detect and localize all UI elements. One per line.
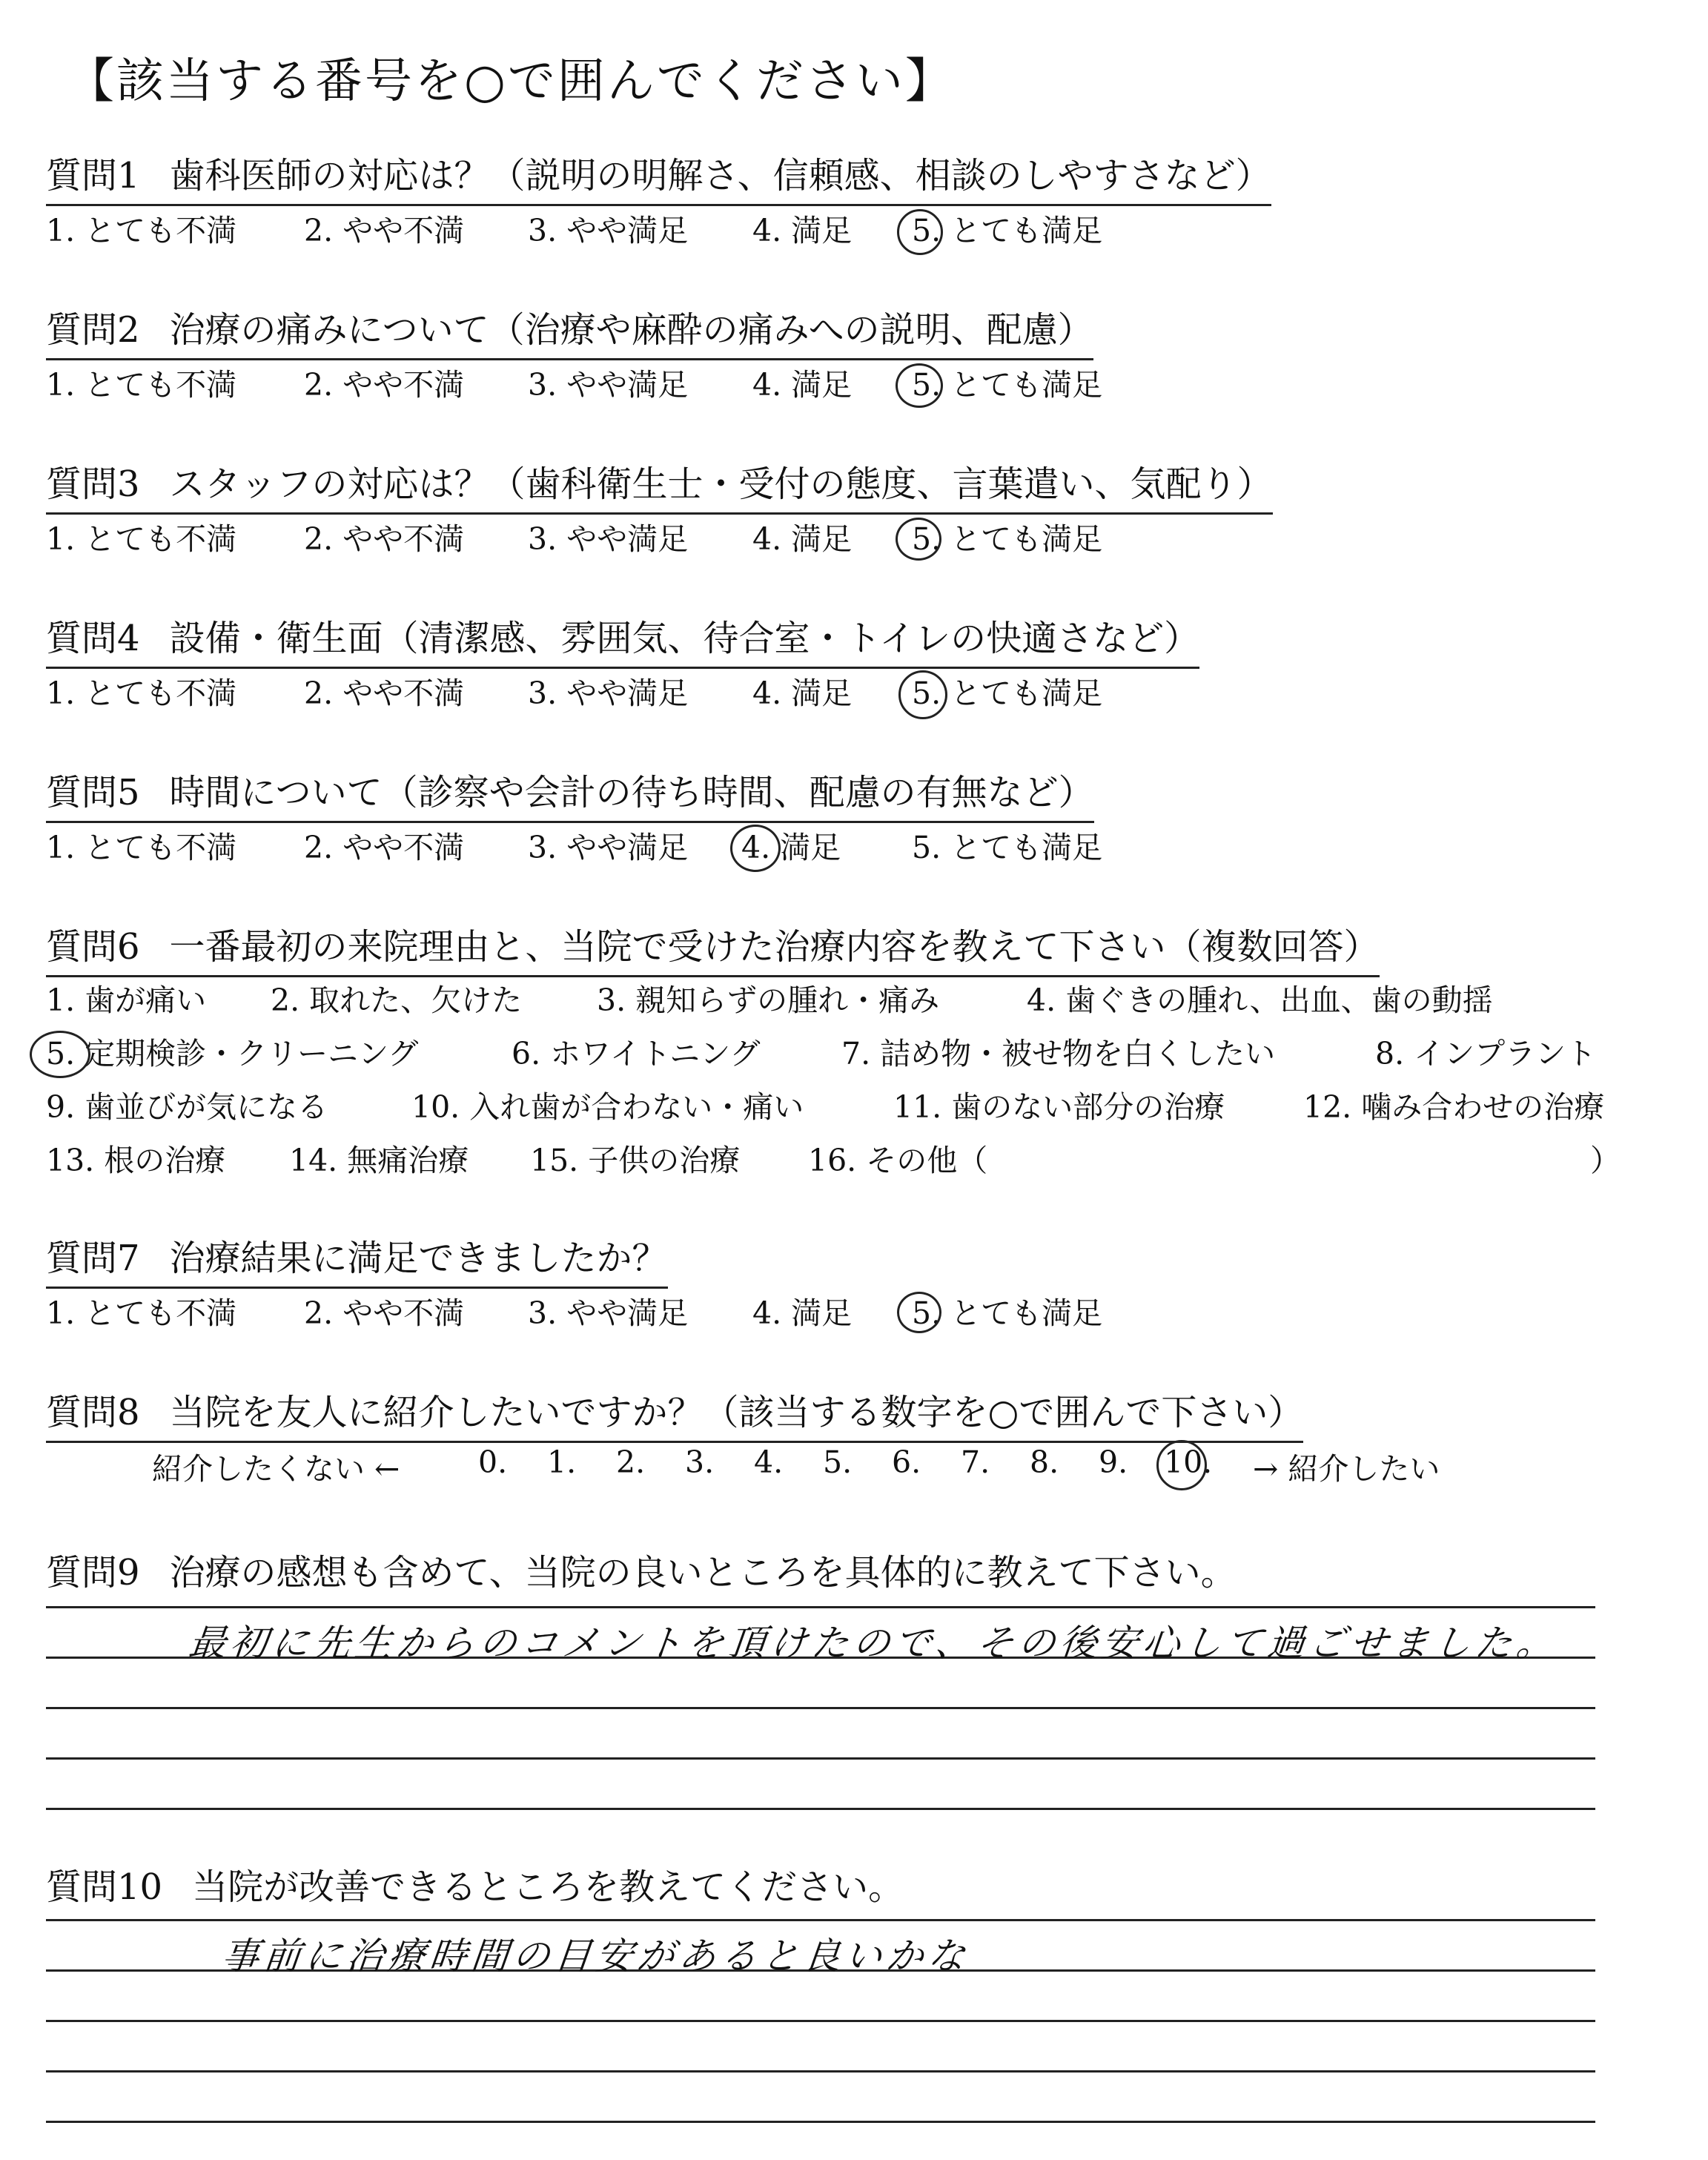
question-6-title — [46, 918, 1380, 977]
q10-answer-line-1 — [46, 1919, 1595, 1921]
q1-option-1[interactable]: 1. とても不満 — [46, 213, 237, 248]
q4-option-1[interactable]: 1. とても不満 — [46, 676, 237, 711]
q6-option-8[interactable]: 8. インプラント — [1375, 1036, 1597, 1071]
q6-option-9[interactable]: 9. 歯並びが気になる — [46, 1089, 328, 1125]
q4-option-2[interactable]: 2. やや不満 — [304, 676, 465, 711]
q3-selection-circle — [896, 518, 941, 561]
q1-option-4[interactable]: 4. 満足 — [752, 213, 853, 248]
question-5-number: 質問5 — [46, 772, 140, 813]
question-8-title — [46, 1384, 1303, 1443]
q4-option-5[interactable]: 5. とても満足 — [912, 676, 1103, 711]
question-10-title — [46, 1858, 904, 1909]
q2-option-2[interactable]: 2. やや不満 — [304, 367, 465, 403]
question-4-title — [46, 610, 1199, 669]
question-7-text: 治療結果に満足できましたか？ — [169, 1238, 668, 1279]
question-3-title — [46, 455, 1273, 515]
q3-option-1[interactable]: 1. とても不満 — [46, 521, 237, 557]
q8-scale-9[interactable]: 9. — [1099, 1444, 1128, 1480]
question-7-title — [46, 1229, 668, 1289]
q6-selection-circle — [30, 1031, 90, 1078]
question-8-text: 当院を友人に紹介したいですか？（該当する数字を○で囲んで下さい） — [169, 1392, 1304, 1433]
question-4-number: 質問4 — [46, 618, 140, 659]
q3-option-2[interactable]: 2. やや不満 — [304, 521, 465, 557]
q3-option-5[interactable]: 5. とても満足 — [912, 521, 1103, 557]
q9-handwritten-answer[interactable]: 最初に先生からのコメントを頂けたので、その後安心して過ごせました。 — [186, 1622, 1560, 1665]
q7-selection-circle — [897, 1292, 941, 1333]
q6-option-10[interactable]: 10. 入れ歯が合わない・痛い — [411, 1089, 804, 1125]
q6-option-1[interactable]: 1. 歯が痛い — [46, 982, 207, 1018]
q8-scale-4[interactable]: 4. — [754, 1444, 784, 1480]
q3-option-3[interactable]: 3. やや満足 — [528, 521, 689, 557]
q9-answer-line-4 — [46, 1757, 1595, 1760]
q8-scale-right-label: → 紹介したい — [1253, 1451, 1440, 1487]
q8-scale-2[interactable]: 2. — [616, 1444, 646, 1480]
q9-answer-line-3 — [46, 1707, 1595, 1709]
page-heading: 【該当する番号を○で囲んでください】 — [67, 54, 955, 109]
question-5-title — [46, 764, 1094, 823]
q5-selection-circle — [730, 825, 781, 872]
question-2-number: 質問2 — [46, 309, 140, 351]
q6-option-3[interactable]: 3. 親知らずの腫れ・痛み — [597, 982, 940, 1018]
q9-answer-line-5 — [46, 1808, 1595, 1810]
q4-option-3[interactable]: 3. やや満足 — [528, 676, 689, 711]
q8-selection-circle — [1156, 1440, 1207, 1490]
question-7-number: 質問7 — [46, 1238, 140, 1279]
q2-option-1[interactable]: 1. とても不満 — [46, 367, 237, 403]
q1-option-3[interactable]: 3. やや満足 — [528, 213, 689, 248]
q10-answer-line-3 — [46, 2020, 1595, 2022]
q4-selection-circle — [898, 670, 947, 719]
q6-other-close-paren: ） — [1590, 1143, 1621, 1178]
q10-answer-line-4 — [46, 2070, 1595, 2073]
question-2-text: 治療の痛みについて（治療や麻酔の痛みへの説明、配慮） — [169, 309, 1093, 351]
q6-option-6[interactable]: 6. ホワイトニング — [512, 1036, 761, 1071]
question-2-title — [46, 301, 1093, 360]
question-1-text: 歯科医師の対応は？（説明の明解さ、信頼感、相談のしやすさなど） — [169, 155, 1271, 196]
q6-option-14[interactable]: 14. 無痛治療 — [289, 1143, 469, 1178]
q8-scale-0[interactable]: 0. — [478, 1444, 508, 1480]
q4-option-4[interactable]: 4. 満足 — [752, 676, 853, 711]
question-3-number: 質問3 — [46, 463, 140, 505]
q2-option-3[interactable]: 3. やや満足 — [528, 367, 689, 403]
q8-scale-left-label: 紹介したくない ← — [152, 1451, 400, 1487]
q1-selection-circle — [897, 209, 943, 255]
q8-scale-7[interactable]: 7. — [961, 1444, 990, 1480]
q5-option-4[interactable]: 4. 満足 — [741, 830, 841, 865]
q9-answer-line-1 — [46, 1606, 1595, 1608]
q7-option-4[interactable]: 4. 満足 — [752, 1295, 853, 1331]
q2-selection-circle — [896, 363, 943, 408]
q8-scale-10[interactable]: 10. — [1164, 1444, 1213, 1480]
question-1-title — [46, 147, 1271, 206]
q2-option-4[interactable]: 4. 満足 — [752, 367, 853, 403]
q7-option-1[interactable]: 1. とても不満 — [46, 1295, 237, 1331]
q10-answer-line-5 — [46, 2121, 1595, 2123]
q6-option-5[interactable]: 5. 定期検診・クリーニング — [46, 1036, 419, 1071]
q7-option-3[interactable]: 3. やや満足 — [528, 1295, 689, 1331]
q5-option-2[interactable]: 2. やや不満 — [304, 830, 465, 865]
q5-option-5[interactable]: 5. とても満足 — [912, 830, 1103, 865]
q6-option-7[interactable]: 7. 詰め物・被せ物を白くしたい — [841, 1036, 1276, 1071]
question-5-text: 時間について（診察や会計の待ち時間、配慮の有無など） — [169, 772, 1094, 813]
q1-option-5[interactable]: 5. とても満足 — [912, 213, 1103, 248]
q6-option-12[interactable]: 12. 噛み合わせの治療 — [1303, 1089, 1605, 1125]
question-1-number: 質問1 — [46, 155, 140, 196]
question-9-title — [46, 1544, 1237, 1595]
question-9-number: 質問9 — [46, 1552, 140, 1593]
q3-option-4[interactable]: 4. 満足 — [752, 521, 853, 557]
question-10-text: 当院が改善できるところを教えてください。 — [192, 1866, 904, 1908]
q8-scale-8[interactable]: 8. — [1030, 1444, 1059, 1480]
q6-option-15[interactable]: 15. 子供の治療 — [530, 1143, 741, 1178]
q6-option-2[interactable]: 2. 取れた、欠けた — [271, 982, 523, 1018]
q6-option-4[interactable]: 4. 歯ぐきの腫れ、出血、歯の動揺 — [1027, 982, 1493, 1018]
question-8-number: 質問8 — [46, 1392, 140, 1433]
q7-option-2[interactable]: 2. やや不満 — [304, 1295, 465, 1331]
q2-option-5[interactable]: 5. とても満足 — [912, 367, 1103, 403]
q8-scale-3[interactable]: 3. — [685, 1444, 715, 1480]
question-10-number: 質問10 — [46, 1866, 163, 1908]
q6-option-16[interactable]: 16. その他（ — [808, 1143, 988, 1178]
q1-option-2[interactable]: 2. やや不満 — [304, 213, 465, 248]
q8-scale-1[interactable]: 1. — [547, 1444, 577, 1480]
q6-option-11[interactable]: 11. 歯のない部分の治療 — [893, 1089, 1225, 1125]
question-9-text: 治療の感想も含めて、当院の良いところを具体的に教えて下さい。 — [169, 1552, 1237, 1593]
q10-handwritten-answer[interactable]: 事前に治療時間の目安があると良いかな — [219, 1935, 972, 1978]
q8-scale-5[interactable]: 5. — [823, 1444, 853, 1480]
question-6-number: 質問6 — [46, 926, 140, 968]
question-6-text: 一番最初の来院理由と、当院で受けた治療内容を教えて下さい（複数回答） — [169, 926, 1380, 968]
question-4-text: 設備・衛生面（清潔感、雰囲気、待合室・トイレの快適さなど） — [169, 618, 1200, 659]
q5-option-1[interactable]: 1. とても不満 — [46, 830, 237, 865]
q5-option-3[interactable]: 3. やや満足 — [528, 830, 689, 865]
q6-option-13[interactable]: 13. 根の治療 — [46, 1143, 226, 1178]
q8-scale-6[interactable]: 6. — [892, 1444, 921, 1480]
q7-option-5[interactable]: 5. とても満足 — [912, 1295, 1103, 1331]
question-3-text: スタッフの対応は？（歯科衛生士・受付の態度、言葉遣い、気配り） — [169, 463, 1273, 505]
